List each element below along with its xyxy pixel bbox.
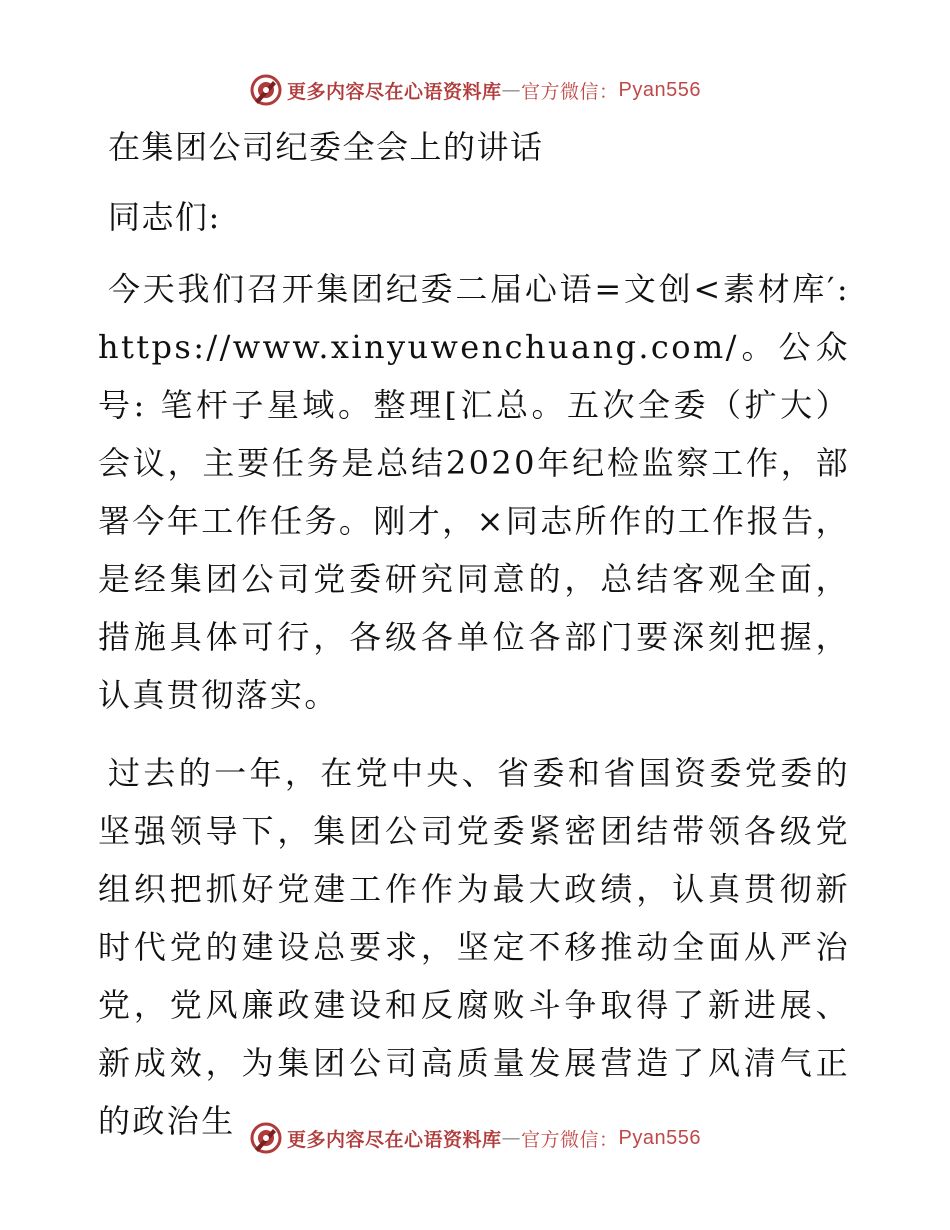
banner-wechat-label: 官方微信： xyxy=(521,80,619,103)
banner-wechat-id: Pyan556 xyxy=(618,78,701,101)
banner-separator: — xyxy=(501,1127,522,1149)
banner-separator: — xyxy=(501,79,522,101)
pen-seal-logo-icon xyxy=(249,1121,283,1155)
banner-wechat-id: Pyan556 xyxy=(618,1126,701,1149)
banner-text xyxy=(287,1125,701,1152)
salutation: 同志们: xyxy=(108,198,221,236)
pen-seal-logo-icon xyxy=(249,73,283,107)
paragraph-2: 过去的一年，在党中央、省委和省国资委党委的坚强领导下，集团公司党委紧密团结带领各级党组织把抓好党建工作作为最大政绩，认真贯彻新时代党的建设总要求，坚定不移推动全面从严治党，党风廉政建设和反腐败斗争取得了新进展、新成效，为集团公司高质量发展营造了风清气正的政治生 xyxy=(98,754,850,1140)
banner-main-text: 更多内容尽在心语资料库 xyxy=(287,80,502,103)
paragraph-1: 今天我们召开集团纪委二届心语=文创<素材库′:https://www.xinyuwenchuang.com/。公众号: 笔杆子星域。整理[汇总。五次全委（扩大）会议，主要任务是总结2020年纪检监察工作，部署今年工作任务。刚才，×同志所作的工作报告，是经集团公司党委研究同意的，总结客观全面，措施具体可行，各级各单位各部门要深刻把握，认真贯彻落实。 xyxy=(98,270,850,714)
banner-main-text: 更多内容尽在心语资料库 xyxy=(287,1128,502,1151)
header-banner xyxy=(0,70,950,110)
banner-text xyxy=(287,77,701,104)
document-body xyxy=(98,120,850,1170)
document-title: 在集团公司纪委全会上的讲话 xyxy=(108,128,544,166)
footer-banner xyxy=(0,1118,950,1158)
banner-wechat-label: 官方微信： xyxy=(521,1128,619,1151)
